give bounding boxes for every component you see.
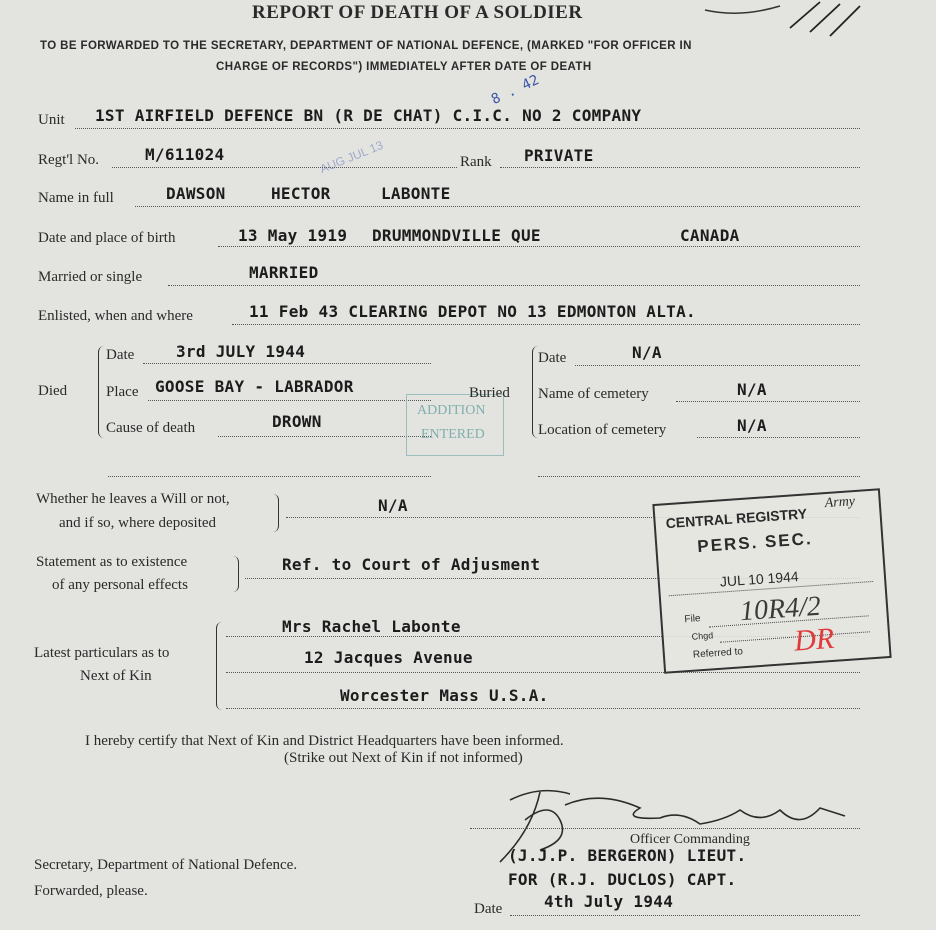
name-dotted-line: [135, 206, 860, 207]
enlisted-value: 11 Feb 43 CLEARING DEPOT NO 13 EDMONTON ALTA.: [249, 302, 696, 321]
cemetery-name-dotted-line: [676, 401, 860, 402]
registry-file-value: 10R4/2: [738, 590, 822, 628]
died-cause-label: Cause of death: [106, 420, 196, 436]
cemetery-location-label: Location of cemetery: [538, 422, 667, 438]
died-date-label: Date: [106, 347, 135, 363]
footer-forwarded: Forwarded, please.: [34, 883, 148, 899]
rank-label: Rank: [460, 154, 492, 170]
will-value: N/A: [378, 496, 408, 515]
signature-date-label: Date: [474, 901, 503, 917]
central-registry-stamp: [652, 488, 891, 673]
kin-label-line-2: Next of Kin: [80, 668, 152, 684]
married-dotted-line: [168, 285, 860, 286]
died-date-value: 3rd JULY 1944: [176, 342, 306, 361]
addition-entered-stamp: [406, 394, 504, 456]
officer-commanding-label: Officer Commanding: [630, 832, 750, 847]
enlisted-label: Enlisted, when and where: [38, 308, 193, 324]
buried-label: Buried: [469, 385, 510, 401]
kin-line-1: Mrs Rachel Labonte: [282, 617, 461, 636]
cemetery-location-value: N/A: [737, 416, 767, 435]
birth-label: Date and place of birth: [38, 230, 176, 246]
died-cause-value: DROWN: [272, 412, 322, 431]
regtl-no-value: M/611024: [145, 145, 225, 164]
certification-line-2: (Strike out Next of Kin if not informed): [284, 750, 523, 766]
registry-chgd-label: Chgd: [691, 630, 714, 642]
regtl-no-dotted-line: [112, 167, 457, 168]
name-last: LABONTE: [381, 184, 451, 203]
signature-date-value: 4th July 1944: [544, 892, 674, 911]
unit-value: 1ST AIRFIELD DEFENCE BN (R DE CHAT) C.I.C. NO 2 COMPANY: [95, 106, 642, 125]
kin-line-2: 12 Jacques Avenue: [304, 648, 473, 667]
registry-stamp-section: PERS. SEC.: [696, 529, 814, 557]
birth-place: DRUMMONDVILLE QUE: [372, 226, 541, 245]
will-label-line-1: Whether he leaves a Will or not,: [36, 491, 230, 507]
signature-date-dotted-line: [510, 915, 860, 916]
married-label: Married or single: [38, 269, 143, 285]
enlisted-dotted-line: [232, 324, 860, 325]
name-label: Name in full: [38, 190, 114, 206]
buried-extra-dotted-line: [538, 476, 860, 477]
cemetery-location-dotted-line: [697, 437, 860, 438]
signature-typed-line-2: FOR (R.J. DUCLOS) CAPT.: [508, 870, 737, 889]
name-first: DAWSON: [166, 184, 226, 203]
buried-date-value: N/A: [632, 343, 662, 362]
died-place-dotted-line: [148, 400, 431, 401]
corner-handwriting-mark: [700, 0, 900, 40]
addition-stamp-line-2: ENTERED: [421, 427, 485, 442]
birth-country: CANADA: [680, 226, 740, 245]
kin-line-3: Worcester Mass U.S.A.: [340, 686, 549, 705]
unit-dotted-line: [75, 128, 860, 129]
addition-stamp-line-1: ADDITION: [417, 403, 486, 418]
died-place-value: GOOSE BAY - LABRADOR: [155, 377, 354, 396]
regtl-no-label: Regt'l No.: [38, 152, 100, 168]
registry-file-label: File: [684, 613, 701, 626]
document-title: REPORT OF DEATH OF A SOLDIER: [252, 2, 583, 23]
buried-date-dotted-line: [575, 365, 860, 366]
registry-stamp-date: JUL 10 1944: [719, 568, 800, 590]
cemetery-name-value: N/A: [737, 380, 767, 399]
blue-stamp-number: 8 . 42: [488, 72, 542, 108]
instruction-line-2: CHARGE OF RECORDS") IMMEDIATELY AFTER DATE OF DEATH: [216, 61, 592, 73]
effects-label-line-2: of any personal effects: [52, 577, 188, 593]
unit-label: Unit: [38, 112, 65, 128]
kin-label-line-1: Latest particulars as to: [34, 645, 170, 661]
signature-typed-line-1: (J.J.P. BERGERON) LIEUT.: [508, 846, 747, 865]
signature-dotted-line: [470, 828, 860, 829]
instruction-line-1: TO BE FORWARDED TO THE SECRETARY, DEPARTMENT OF NATIONAL DEFENCE, (MARKED "FOR OFFICER IN: [40, 40, 692, 52]
kin-dotted-line-3: [226, 708, 860, 709]
died-date-dotted-line: [143, 363, 431, 364]
birth-dotted-line: [218, 246, 860, 247]
died-cause-dotted-line: [218, 436, 431, 437]
birth-date: 13 May 1919: [238, 226, 348, 245]
kin-dotted-line-2: [226, 672, 860, 673]
certification-line-1: I hereby certify that Next of Kin and District Headquarters have been informed.: [85, 733, 564, 749]
kin-brace: [216, 622, 225, 710]
died-label: Died: [38, 383, 68, 399]
will-label-line-2: and if so, where deposited: [59, 515, 217, 531]
registry-stamp-title: CENTRAL REGISTRY: [665, 505, 808, 532]
buried-date-label: Date: [538, 350, 567, 366]
faded-date-stamp: AUG JUL 13: [317, 137, 386, 177]
married-value: MARRIED: [249, 263, 319, 282]
rank-dotted-line: [500, 167, 860, 168]
registry-referred-value: DR: [793, 621, 836, 658]
died-extra-dotted-line: [108, 476, 431, 477]
name-middle: HECTOR: [271, 184, 331, 203]
effects-brace: [232, 556, 239, 592]
effects-label-line-1: Statement as to existence: [36, 554, 188, 570]
died-place-label: Place: [106, 384, 139, 400]
will-brace: [272, 494, 279, 532]
footer-secretary: Secretary, Department of National Defence.: [34, 857, 298, 873]
registry-stamp-army: Army: [824, 494, 856, 512]
registry-referred-label: Referred to: [692, 646, 744, 661]
cemetery-name-label: Name of cemetery: [538, 386, 649, 402]
rank-value: PRIVATE: [524, 146, 594, 165]
effects-value: Ref. to Court of Adjusment: [282, 555, 541, 574]
